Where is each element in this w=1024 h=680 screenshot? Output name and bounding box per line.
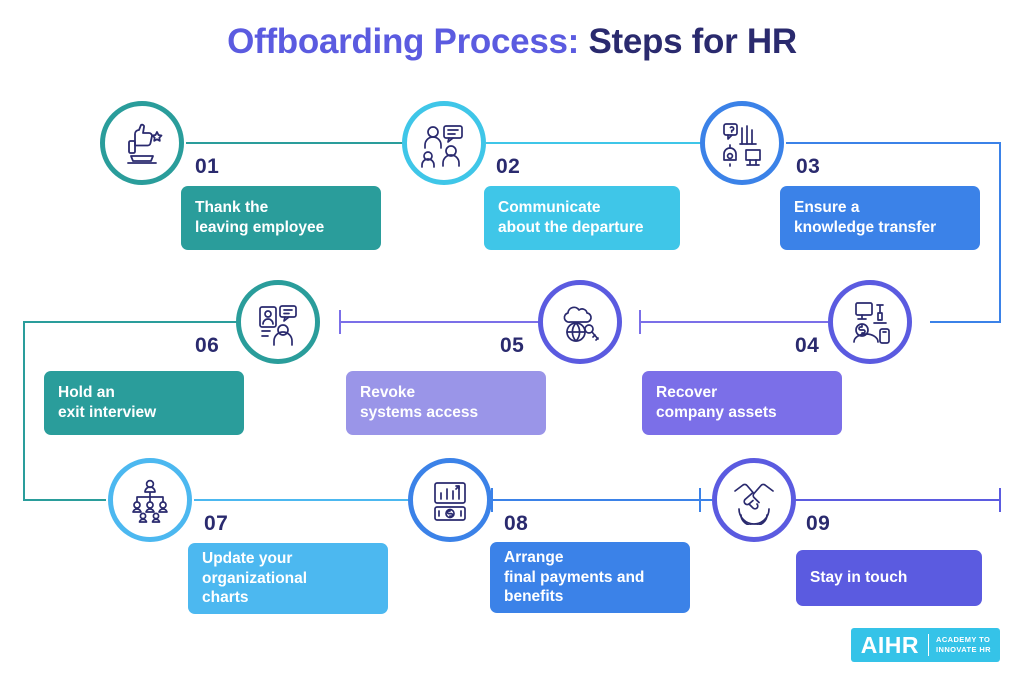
handshake-icon bbox=[729, 475, 779, 525]
step-01-label bbox=[181, 186, 381, 250]
logo-tagline-line2: INNOVATE HR bbox=[936, 645, 991, 654]
step-01-label-line1: Thank the bbox=[195, 199, 269, 217]
step-05-circle bbox=[538, 280, 622, 364]
step-08-circle bbox=[408, 458, 492, 542]
step-08-label-line3: benefits bbox=[504, 588, 564, 606]
step-07-number: 07 bbox=[204, 512, 229, 535]
step-07-label-line2: organizational bbox=[202, 569, 308, 587]
step-04-circle bbox=[828, 280, 912, 364]
aihr-logo bbox=[851, 628, 1000, 662]
step-07-circle bbox=[108, 458, 192, 542]
step-09-label bbox=[796, 550, 982, 606]
thumbs-up-award-icon bbox=[117, 118, 167, 168]
step-05-label-line1: Revoke bbox=[360, 384, 416, 402]
step-06-label bbox=[44, 371, 244, 435]
logo-tagline bbox=[929, 628, 1000, 662]
knowledge-book-gear-icon bbox=[716, 118, 768, 168]
people-speech-bubbles-icon bbox=[418, 118, 470, 168]
logo-tagline-line1: ACADEMY TO bbox=[936, 634, 991, 644]
step-02-circle bbox=[402, 101, 486, 185]
step-05-label bbox=[346, 371, 546, 435]
computer-assets-icon bbox=[844, 297, 896, 347]
step-04-label-line1: Recover bbox=[656, 384, 718, 402]
step-09-label-line1: Stay in touch bbox=[810, 569, 908, 587]
step-01-label-line2: leaving employee bbox=[195, 219, 325, 236]
step-09-number: 09 bbox=[806, 512, 831, 535]
page-title-secondary: Steps for HR bbox=[588, 22, 797, 61]
step-01-circle bbox=[100, 101, 184, 185]
step-06-circle bbox=[236, 280, 320, 364]
step-06-number: 06 bbox=[195, 334, 220, 357]
step-07-label-line3: charts bbox=[202, 589, 249, 607]
step-07-label bbox=[188, 543, 388, 614]
step-03-circle bbox=[700, 101, 784, 185]
org-chart-icon bbox=[125, 475, 175, 525]
step-01-number: 01 bbox=[195, 155, 220, 178]
logo-wordmark: AIHR bbox=[860, 631, 920, 658]
step-06-label-line2: exit interview bbox=[58, 404, 157, 421]
step-03-label-line2: knowledge transfer bbox=[794, 219, 937, 236]
page-title-primary: Offboarding Process: bbox=[227, 22, 579, 61]
step-09-circle bbox=[712, 458, 796, 542]
step-02-label-line2: about the departure bbox=[498, 219, 644, 236]
step-02-label-line1: Communicate bbox=[498, 199, 601, 217]
step-08-label-line2: final payments and bbox=[504, 568, 645, 586]
step-08-label-line1: Arrange bbox=[504, 548, 564, 566]
interview-person-icon bbox=[252, 297, 304, 347]
step-03-number: 03 bbox=[796, 155, 821, 178]
step-05-number: 05 bbox=[500, 334, 525, 357]
cloud-network-key-icon bbox=[554, 297, 606, 347]
step-02-number: 02 bbox=[496, 155, 521, 178]
step-05-label-line2: systems access bbox=[360, 404, 479, 421]
step-03-label-line1: Ensure a bbox=[794, 199, 860, 217]
payments-money-icon bbox=[425, 475, 475, 525]
step-06-label-line1: Hold an bbox=[58, 384, 115, 402]
step-08-label bbox=[490, 542, 690, 613]
step-02-label bbox=[484, 186, 680, 250]
step-03-label bbox=[780, 186, 980, 250]
step-04-label bbox=[642, 371, 842, 435]
step-07-label-line1: Update your bbox=[202, 549, 293, 567]
step-04-label-line2: company assets bbox=[656, 404, 777, 421]
step-08-number: 08 bbox=[504, 512, 529, 535]
step-04-number: 04 bbox=[795, 334, 820, 357]
